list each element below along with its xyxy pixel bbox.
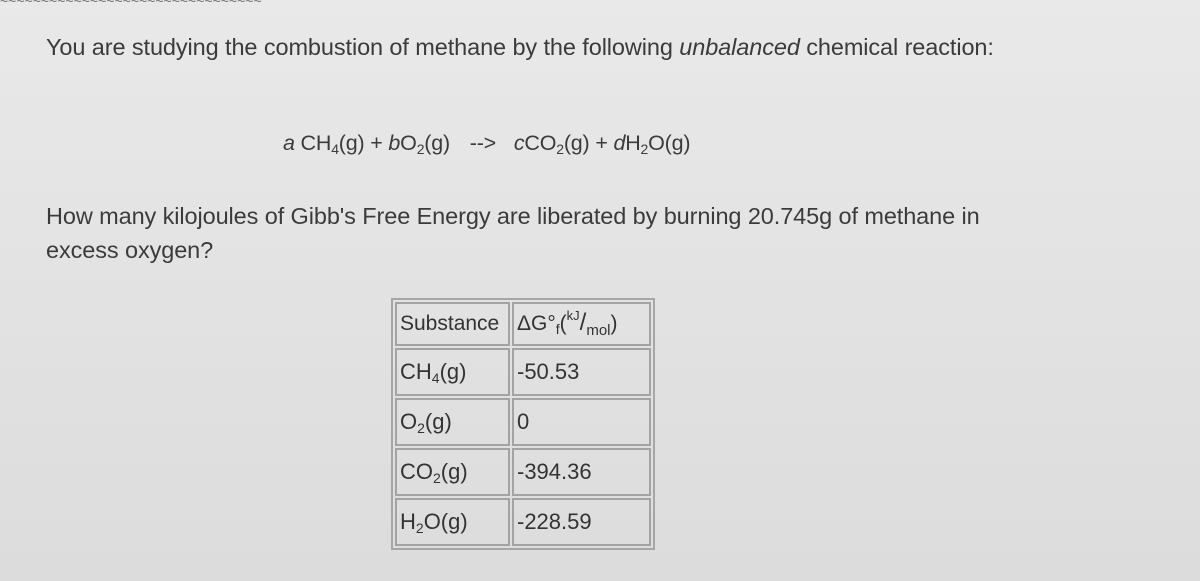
table-row (395, 498, 651, 546)
header-delta-g: $\Delta G^\circ_f(^{kJ}/_{mol})$ (512, 302, 651, 346)
intro-emphasis: unbalanced (679, 34, 800, 60)
header-substance: Substance (395, 302, 510, 346)
product-carbon-dioxide: $CO_2(g)$ (524, 131, 590, 157)
coefficient-c: c (513, 131, 525, 155)
coefficient-b: b (388, 131, 401, 155)
coefficient-d: d (613, 131, 626, 155)
value-cell: 0 (512, 398, 651, 446)
product-water: $H_2O(g)$ (625, 131, 691, 157)
value-cell: -50.53 (512, 348, 651, 396)
reaction-arrow: --> (469, 131, 497, 155)
substance-cell: $O_2(g)$ (395, 398, 510, 446)
cropped-top-text: ~~~~~~~~~~~~~~~~~~~~~~~~~~~~~~~~ (0, 0, 262, 8)
intro-text-end: chemical reaction: (799, 34, 994, 60)
intro-text-start: You are studying the combustion of methane by the following (46, 34, 680, 60)
intro-paragraph (46, 30, 1046, 64)
table-row (395, 398, 651, 446)
plus-sign: + (595, 131, 608, 155)
table-header-row (395, 302, 651, 346)
reactant-oxygen: $O_2(g)$ (400, 131, 450, 157)
reaction-equation (283, 131, 690, 156)
plus-sign: + (370, 131, 383, 155)
substance-cell: $H_2O(g)$ (395, 498, 510, 546)
question-text: How many kilojoules of Gibb's Free Energy are liberated by burning 20.745g of methane in excess oxygen? (46, 203, 980, 263)
value-cell: -228.59 (512, 498, 651, 546)
reactant-methane: $CH_4(g)$ (300, 131, 365, 157)
table-row (395, 348, 651, 396)
coefficient-a: a (283, 131, 295, 155)
value-cell: -394.36 (512, 448, 651, 496)
substance-cell: $CO_2(g)$ (395, 448, 510, 496)
substance-cell: $CH_4(g)$ (395, 348, 510, 396)
table-row (395, 448, 651, 496)
gibbs-energy-table (391, 298, 655, 550)
